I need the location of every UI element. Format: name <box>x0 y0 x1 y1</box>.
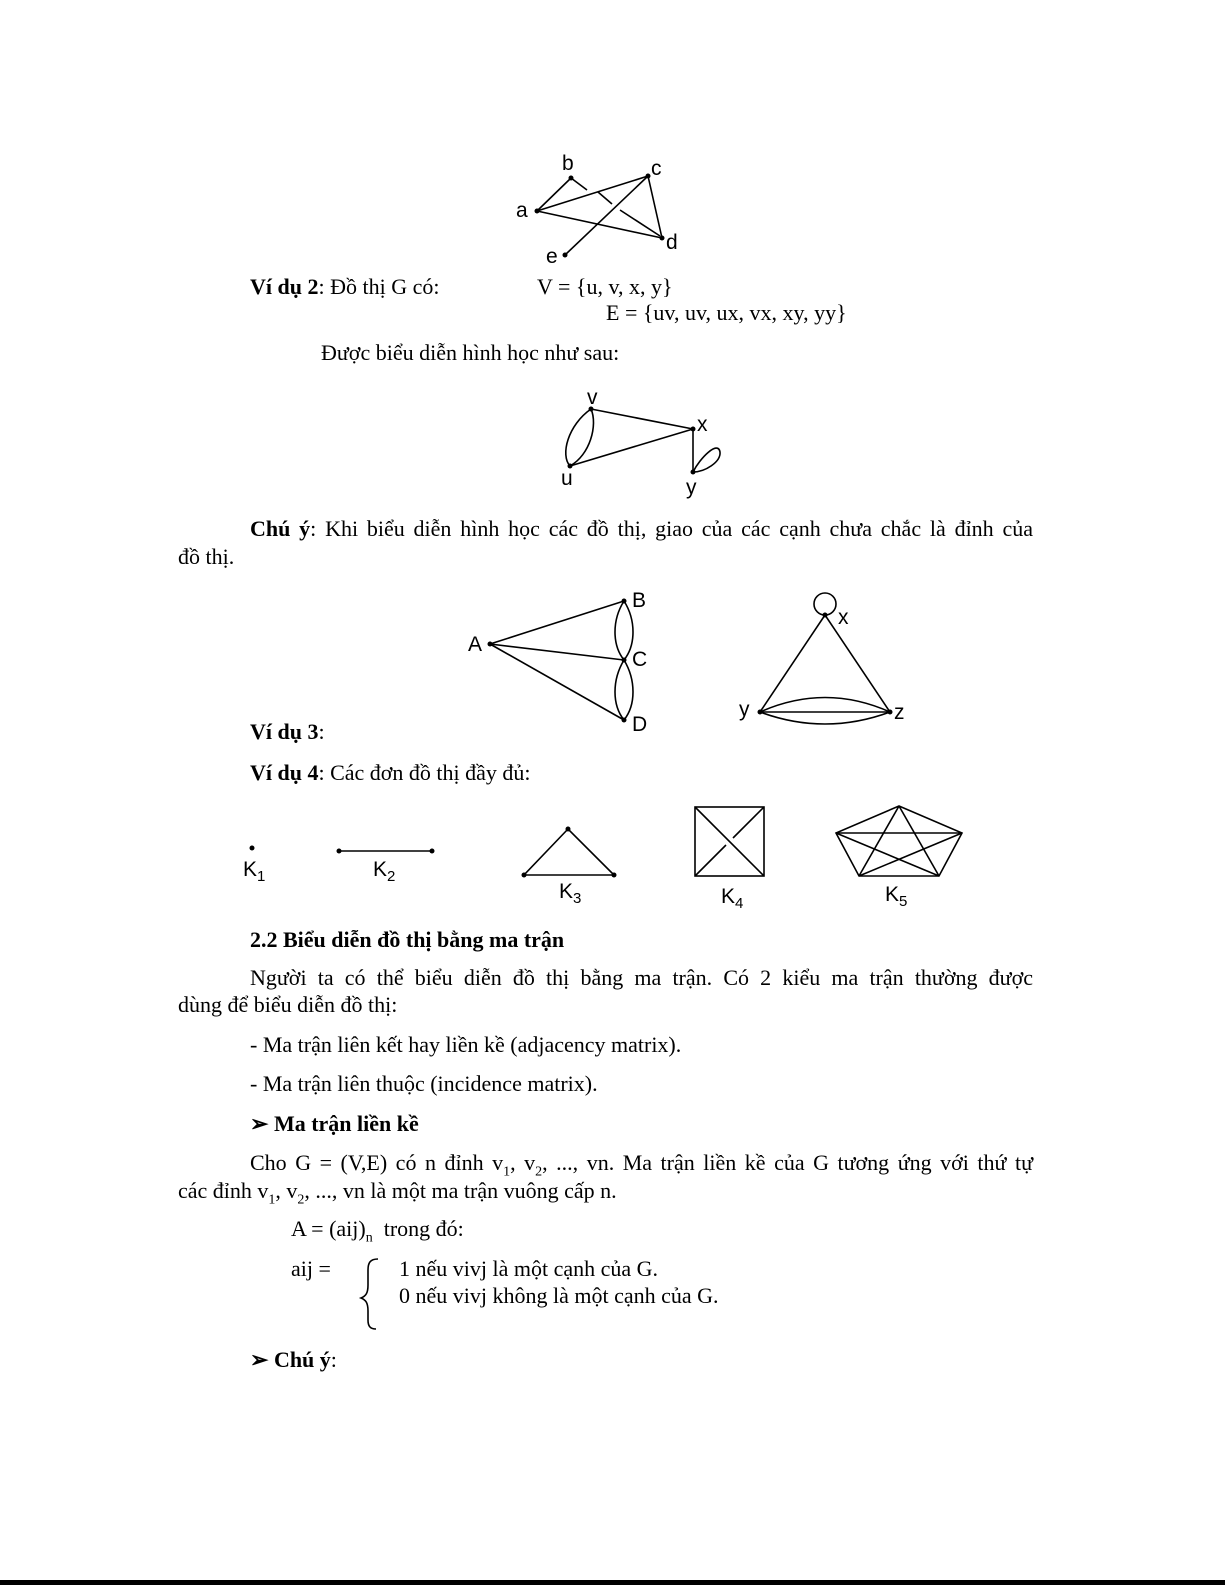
edge-c-e <box>565 176 648 255</box>
k4-diagonal-2-part1 <box>733 807 764 838</box>
figure-graph-uvxy <box>561 386 720 499</box>
edge-A-D <box>490 644 624 720</box>
k5-chord-4 <box>859 806 899 876</box>
example2-label: Ví dụ 2 <box>250 274 319 299</box>
edge-B-C-1 <box>615 601 624 660</box>
vertex-x <box>823 613 828 618</box>
sub-heading-text: Ma trận liền kề <box>273 1111 419 1136</box>
note2-label: Chú ý <box>273 1347 331 1372</box>
definition-line1-c: , ..., vn. Ma trận liền kề của G tương ứng với thứ tự <box>542 1150 1034 1175</box>
k2-label: $K_2$ <box>373 858 396 885</box>
note1-line1 <box>250 515 1033 543</box>
k5-chord-3 <box>859 833 962 876</box>
vertex-D <box>622 718 627 723</box>
example4-text: : Các đơn đồ thị đầy đủ: <box>318 760 531 785</box>
example2-vertex-set: V = {u, v, x, y} <box>537 274 673 299</box>
bullet-incidence: - Ma trận liên thuộc (incidence matrix). <box>250 1071 598 1096</box>
loop-x <box>814 593 836 615</box>
edge-b-d-part2 <box>620 210 660 236</box>
vertex-b <box>569 176 574 181</box>
definition-line2-a: các đỉnh v <box>178 1178 269 1203</box>
example3-line <box>250 718 325 746</box>
k3-vertex-3 <box>612 873 617 878</box>
sub-heading-adjacency <box>250 1110 419 1138</box>
graph-edges <box>537 176 662 255</box>
vertex-C <box>622 658 627 663</box>
label-y: y <box>739 698 750 721</box>
edge-a-c <box>537 176 648 211</box>
definition-line1-a: Cho G = (V,E) có n đỉnh v <box>250 1150 504 1175</box>
k4-diagonal-2-part2 <box>695 845 726 876</box>
example4-label: Ví dụ 4 <box>250 760 319 785</box>
sub-2: 2 <box>535 1164 543 1180</box>
edge-u-x <box>570 429 693 466</box>
label-C: C <box>632 648 648 671</box>
section-title: 2.2 Biểu diễn đồ thị bằng ma trận <box>250 927 565 952</box>
formula-b: trong đó: <box>372 1216 464 1241</box>
formula-sub-n: n <box>365 1230 373 1246</box>
vertex-z <box>888 710 893 715</box>
case-one: 1 nếu vivj là một cạnh của G. <box>399 1256 659 1281</box>
label-A: A <box>468 633 483 656</box>
vertex-B <box>622 599 627 604</box>
label-a: a <box>516 199 528 222</box>
k3-label: $K_3$ <box>559 880 582 907</box>
k5-chord-2 <box>836 833 939 876</box>
definition-line2-c: , ..., vn là một ma trận vuông cấp n. <box>304 1178 617 1203</box>
k5-label: $K_5$ <box>885 883 908 910</box>
k1-label: $K_1$ <box>243 858 266 885</box>
figure-complete-graphs <box>243 806 962 912</box>
example2-text: : Đồ thị G có: <box>318 274 440 299</box>
label-y: y <box>686 476 697 499</box>
vertex-x <box>691 427 696 432</box>
example3-suffix: : <box>318 719 325 744</box>
example2-caption: Được biểu diễn hình học như sau: <box>321 340 620 365</box>
example2-edge-set: E = {uv, uv, ux, vx, xy, yy} <box>606 300 847 325</box>
example4-line <box>250 759 531 787</box>
label-c: c <box>651 157 662 180</box>
vertex-d <box>660 236 665 241</box>
definition-line2-b: , v <box>275 1178 298 1203</box>
loop-y <box>693 448 720 472</box>
note1-line2: đồ thị. <box>178 544 235 569</box>
formula-A <box>291 1215 464 1252</box>
arrow-bullet-icon: ➢ <box>250 1111 269 1136</box>
section-para-line2: dùng để biểu diễn đồ thị: <box>178 992 398 1017</box>
example3-label: Ví dụ 3 <box>250 719 319 744</box>
label-z: z <box>894 701 905 724</box>
label-v: v <box>587 386 598 409</box>
figure-graph-xyz <box>739 593 905 724</box>
case-zero: 0 nếu vivj không là một cạnh của G. <box>399 1283 719 1308</box>
vertex-e <box>563 253 568 258</box>
formula-aij: aij = <box>291 1256 331 1281</box>
edge-A-B <box>490 601 624 644</box>
edge-uv-1 <box>566 409 591 466</box>
figure-graph-abcd <box>468 589 647 736</box>
k5-chord-5 <box>899 806 939 876</box>
sub-1: 1 <box>503 1164 511 1180</box>
edge-C-D-1 <box>615 660 624 720</box>
edge-v-x <box>591 409 693 429</box>
k3-triangle <box>524 829 614 875</box>
vertex-y <box>758 710 763 715</box>
edge-y-z-arc-bottom <box>760 712 890 724</box>
definition-line1-b: , v <box>510 1150 536 1175</box>
label-x: x <box>697 413 708 436</box>
k2-vertex-1 <box>337 849 342 854</box>
arrow-bullet-icon-2: ➢ <box>250 1347 269 1372</box>
vertex-a <box>535 209 540 214</box>
label-u: u <box>561 467 573 490</box>
bullet-adjacency: - Ma trận liên kết hay liền kề (adjacency matrix). <box>250 1032 682 1057</box>
k1-vertex <box>250 846 255 851</box>
definition-line2 <box>178 1177 617 1214</box>
note2-suffix: : <box>330 1347 337 1372</box>
edge-y-z-arc-top <box>760 698 890 713</box>
label-B: B <box>632 589 647 612</box>
edge-b-c <box>571 178 587 190</box>
note2-line <box>250 1346 337 1374</box>
k2-vertex-2 <box>430 849 435 854</box>
note1-label: Chú ý <box>250 516 311 541</box>
cases-brace <box>361 1259 378 1329</box>
note1-text: : Khi biểu diễn hình học các đồ thị, giao của các cạnh chưa chắc là đỉnh của <box>310 516 1034 541</box>
edge-b-d-part1 <box>598 192 612 204</box>
label-b: b <box>562 152 574 175</box>
k3-vertex-1 <box>566 827 571 832</box>
edge-A-C <box>490 644 624 660</box>
page-bottom-rule <box>0 1580 1225 1585</box>
section-para-line1: Người ta có thể biểu diễn đồ thị bằng ma trận. Có 2 kiểu ma trận thường được <box>250 965 1033 990</box>
sub-2b: 2 <box>297 1192 305 1208</box>
vertex-c <box>646 174 651 179</box>
sub-1b: 1 <box>268 1192 276 1208</box>
label-x: x <box>838 606 849 629</box>
label-e: e <box>546 245 558 268</box>
vertex-y <box>691 470 696 475</box>
vertex-A <box>488 642 493 647</box>
k3-vertex-2 <box>522 873 527 878</box>
example2-line <box>250 273 439 301</box>
k4-label: $K_4$ <box>721 885 744 912</box>
label-d: d <box>666 231 678 254</box>
label-D: D <box>632 713 648 736</box>
formula-a: A = (aij) <box>291 1216 366 1241</box>
